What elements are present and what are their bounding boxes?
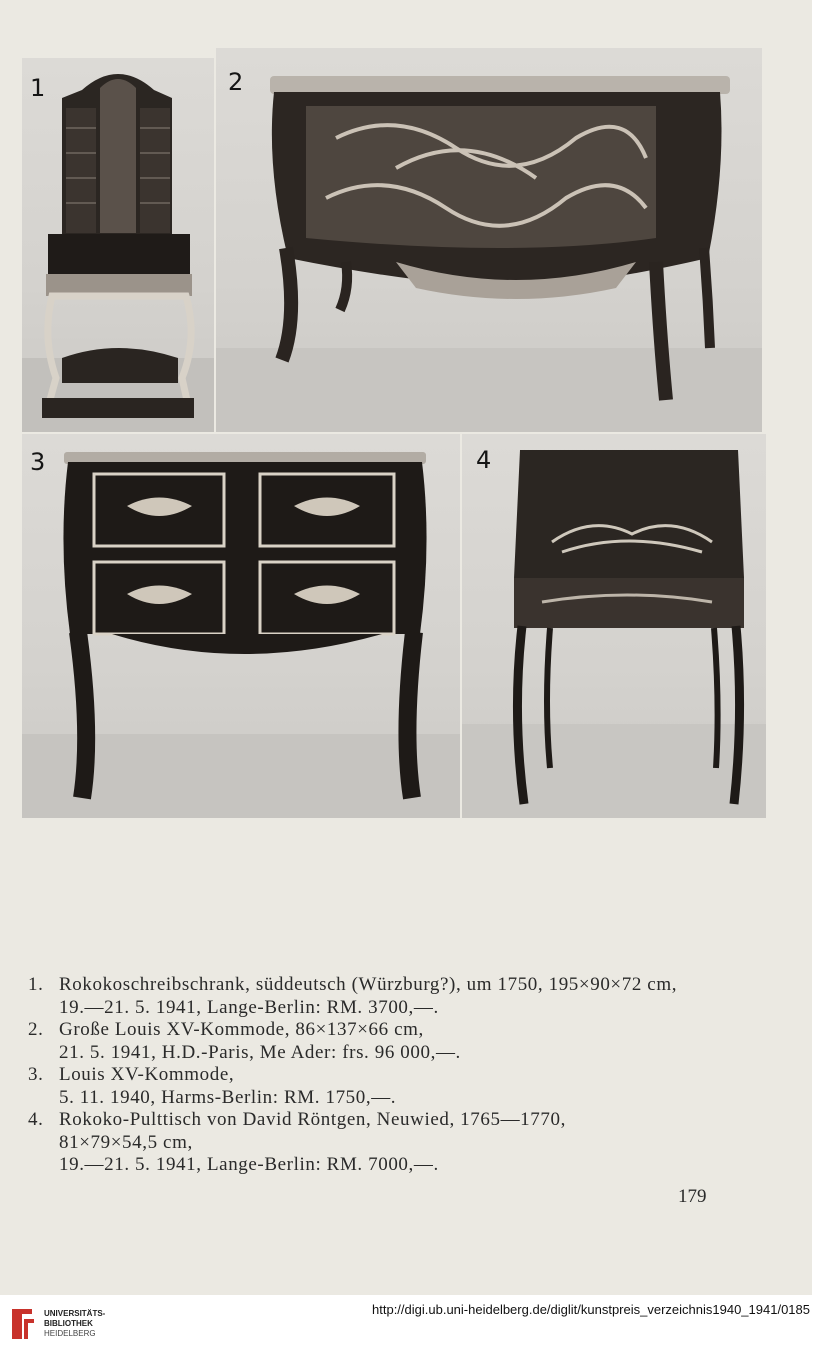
footer-bar: [0, 1295, 820, 1355]
page-number: 179: [678, 1186, 707, 1207]
caption-line: Rokokoschreibschrank, süddeutsch (Würzburg?), um 1750, 195×90×72 cm,: [59, 974, 678, 995]
furniture-photo-3: [22, 434, 460, 818]
caption-line: 5. 11. 1940, Harms-Berlin: RM. 1750,—.: [59, 1086, 397, 1108]
caption-item-2: [28, 1019, 798, 1064]
commode-marquetry-illustration: [216, 48, 762, 432]
page-edge: [812, 0, 820, 1295]
figure-number-2: 2: [228, 68, 244, 96]
caption-item-3: [28, 1064, 798, 1109]
bureau-cabinet-illustration: [22, 58, 214, 432]
caption-line: 21. 5. 1941, H.D.-Paris, Me Ader: frs. 96 000,—.: [59, 1041, 461, 1063]
library-name: [44, 1309, 105, 1339]
library-logo-icon: [10, 1303, 36, 1343]
caption-item-1: [28, 974, 798, 1019]
caption-number: 1.: [28, 974, 44, 995]
library-name-line: BIBLIOTHEK: [44, 1319, 93, 1328]
caption-line: Große Louis XV-Kommode, 86×137×66 cm,: [59, 1019, 424, 1040]
figure-number-4: 4: [476, 446, 492, 474]
furniture-photo-2: [216, 48, 762, 432]
library-name-line: HEIDELBERG: [44, 1329, 96, 1338]
figure-number-3: 3: [30, 448, 46, 476]
caption-line: Rokoko-Pulttisch von David Röntgen, Neuwied, 1765—1770,: [59, 1109, 566, 1130]
furniture-photo-4: [462, 434, 766, 818]
writing-desk-illustration: [462, 434, 766, 818]
caption-line: 19.—21. 5. 1941, Lange-Berlin: RM. 3700,—.: [59, 996, 439, 1018]
caption-line: 81×79×54,5 cm,: [59, 1131, 193, 1153]
caption-number: 4.: [28, 1109, 44, 1130]
caption-number: 2.: [28, 1019, 44, 1040]
caption-list: [28, 974, 798, 1177]
figure-number-1: 1: [30, 74, 46, 102]
library-name-line: UNIVERSITÄTS-: [44, 1309, 106, 1318]
caption-line: Louis XV-Kommode,: [59, 1064, 235, 1085]
two-drawer-commode-illustration: [22, 434, 460, 818]
furniture-photo-1: [22, 58, 214, 432]
caption-item-4: [28, 1109, 798, 1177]
caption-number: 3.: [28, 1064, 44, 1085]
caption-line: 19.—21. 5. 1941, Lange-Berlin: RM. 7000,—.: [59, 1154, 439, 1175]
source-url-link[interactable]: http://digi.ub.uni-heidelberg.de/diglit/kunstpreis_verzeichnis1940_1941/0185: [372, 1302, 810, 1317]
